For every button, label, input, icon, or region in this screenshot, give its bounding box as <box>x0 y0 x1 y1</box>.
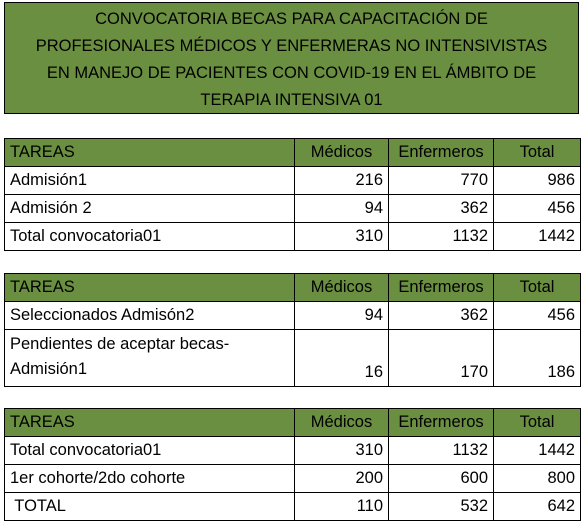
cell-tarea: Admisión1 <box>5 167 295 195</box>
table-header-row <box>5 409 581 437</box>
table-admisiones <box>4 138 581 251</box>
cell-medicos: 94 <box>295 195 389 223</box>
header-medicos: Médicos <box>295 409 389 437</box>
cell-enfermeros: 362 <box>389 195 494 223</box>
cell-tarea: Pendientes de aceptar becas-Admisión1 <box>5 330 295 387</box>
cell-tarea: Admisión 2 <box>5 195 295 223</box>
cell-total: 186 <box>494 330 581 387</box>
header-enfermeros: Enfermeros <box>389 274 494 302</box>
table-row <box>5 302 581 330</box>
cell-tarea: 1er cohorte/2do cohorte <box>5 465 295 493</box>
cell-total: 1442 <box>494 437 581 465</box>
cell-total: 642 <box>494 493 581 521</box>
header-total: Total <box>494 139 581 167</box>
table-row <box>5 493 581 521</box>
header-tareas: TAREAS <box>5 274 295 302</box>
cell-total: 986 <box>494 167 581 195</box>
cell-tarea: TOTAL <box>5 493 295 521</box>
table-row <box>5 330 581 387</box>
title-line: EN MANEJO DE PACIENTES CON COVID-19 EN EL ÁMBITO DE <box>46 64 537 82</box>
cell-medicos: 94 <box>295 302 389 330</box>
cell-enfermeros: 170 <box>389 330 494 387</box>
cell-total: 456 <box>494 302 581 330</box>
cell-medicos: 110 <box>295 493 389 521</box>
cell-enfermeros: 770 <box>389 167 494 195</box>
cell-medicos: 310 <box>295 437 389 465</box>
title-line: PROFESIONALES MÉDICOS Y ENFERMERAS NO INTENSIVISTAS <box>35 37 548 55</box>
cell-enfermeros: 600 <box>389 465 494 493</box>
cell-enfermeros: 1132 <box>389 223 494 251</box>
header-enfermeros: Enfermeros <box>389 409 494 437</box>
cell-medicos: 216 <box>295 167 389 195</box>
table-totales <box>4 408 581 521</box>
cell-medicos: 16 <box>295 330 389 387</box>
cell-enfermeros: 1132 <box>389 437 494 465</box>
cell-medicos: 200 <box>295 465 389 493</box>
cell-enfermeros: 532 <box>389 493 494 521</box>
table-row <box>5 437 581 465</box>
header-medicos: Médicos <box>295 274 389 302</box>
header-enfermeros: Enfermeros <box>389 139 494 167</box>
table-row <box>5 195 581 223</box>
cell-tarea: Total convocatoria01 <box>5 223 295 251</box>
document-title <box>4 2 579 114</box>
table-header-row <box>5 139 581 167</box>
table-row <box>5 465 581 493</box>
table-header-row <box>5 274 581 302</box>
header-tareas: TAREAS <box>5 139 295 167</box>
cell-enfermeros: 362 <box>389 302 494 330</box>
cell-total: 800 <box>494 465 581 493</box>
cell-medicos: 310 <box>295 223 389 251</box>
title-line: CONVOCATORIA BECAS PARA CAPACITACIÓN DE <box>95 10 488 28</box>
cell-total: 1442 <box>494 223 581 251</box>
cell-total: 456 <box>494 195 581 223</box>
title-line: TERAPIA INTENSIVA 01 <box>200 91 383 109</box>
header-total: Total <box>494 274 581 302</box>
table-row <box>5 223 581 251</box>
header-tareas: TAREAS <box>5 409 295 437</box>
cell-tarea: Total convocatoria01 <box>5 437 295 465</box>
header-total: Total <box>494 409 581 437</box>
table-seleccionados <box>4 273 581 387</box>
table-row <box>5 167 581 195</box>
header-medicos: Médicos <box>295 139 389 167</box>
cell-tarea: Seleccionados Admisón2 <box>5 302 295 330</box>
